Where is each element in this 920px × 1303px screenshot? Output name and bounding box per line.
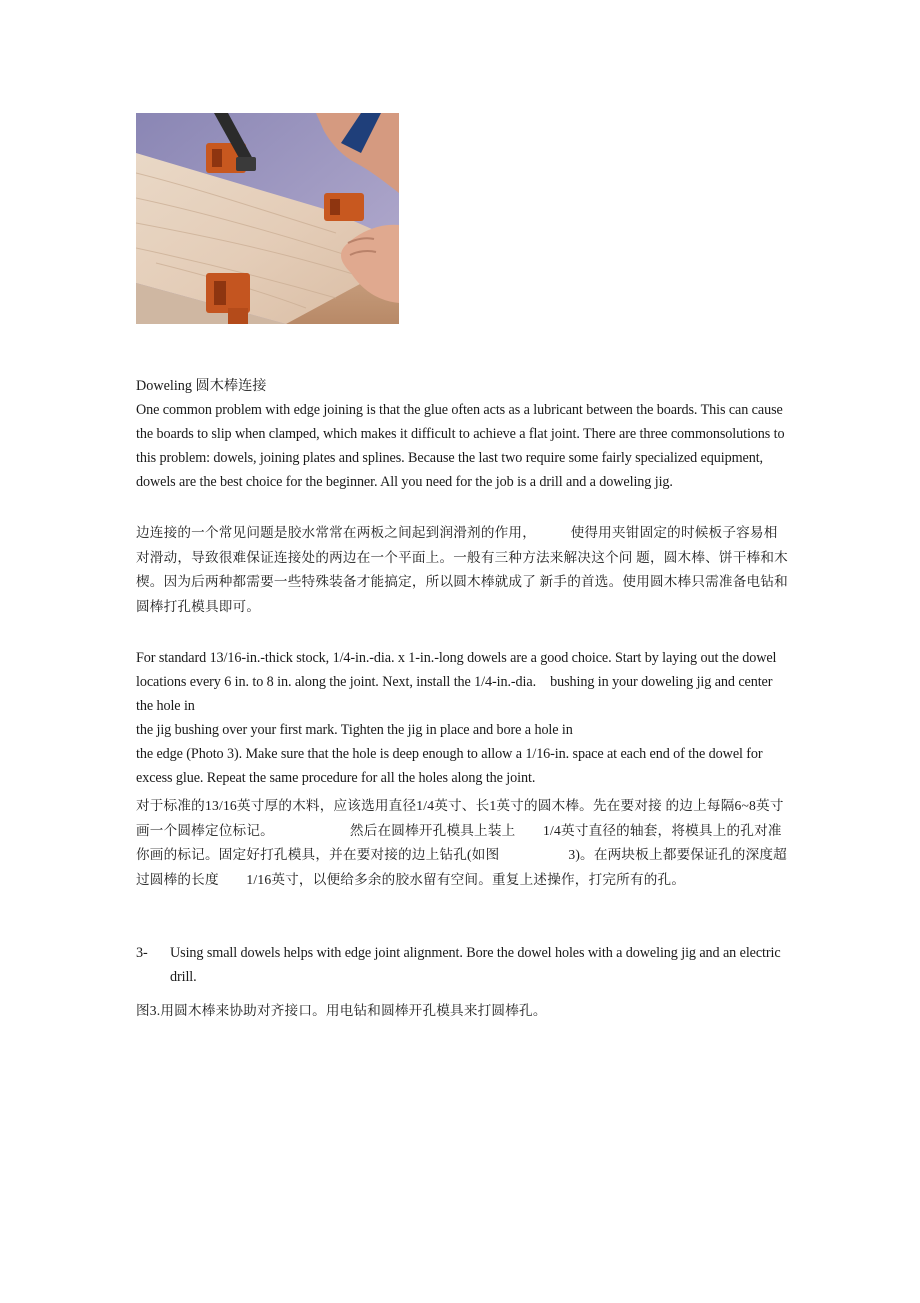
caption-chinese-block bbox=[136, 999, 788, 1024]
paragraph-2-chinese: 对于标准的13/16英寸厚的木料，应该选用直径1/4英寸、长1英寸的圆木棒。先在要对接 的边上每隔6~8英寸画一个圆棒定位标记。 然后在圆棒开孔模具上装上 1/4英寸直径的轴套，将模具上的孔对准你画的标记。固定好打孔模具，并在要对接的边上钻孔(如图 3)。在两块板上都要保证孔的深度超过圆棒的长度 1/16英寸，以便给多余的胶水留有空间。重复上述操作，打完所有的孔。 bbox=[136, 798, 787, 887]
paragraph-2-english-b: the jig bushing over your first mark. Tighten the jig in place and bore a hole in bbox=[136, 722, 573, 738]
paragraph-2-chinese-block bbox=[136, 794, 788, 892]
section-heading: Doweling 圆木棒连接 bbox=[136, 378, 267, 394]
paragraph-2-english-c: the edge (Photo 3). Make sure that the hole is deep enough to allow a 1/16-in. space at each end of the dowel for excess glue. Repeat the same procedure for all the holes along the joint. bbox=[136, 746, 763, 786]
section-block bbox=[136, 374, 788, 494]
paragraph-2-english-a: For standard 13/16-in.-thick stock, 1/4-in.-dia. x 1-in.-long dowels are a good choice. Start by laying out the dowel locations every 6 in. to 8 in. along the joint. Next, install the 1/4-in.-dia. bushing in your doweling jig and center the hole in bbox=[136, 650, 777, 714]
doweling-photo bbox=[136, 113, 399, 324]
caption-number: 3- bbox=[136, 945, 148, 961]
caption-block bbox=[136, 941, 788, 989]
paragraph-1-english: One common problem with edge joining is that the glue often acts as a lubricant between the boards. This can cause the boards to slip when clamped, which makes it difficult to achieve a flat joint. There are three commonsolutions to this problem: dowels, joining plates and splines. Because the last two require some fairly specialized equipment, dowels are the best choice for the beginner. All you need for the job is a drill and a doweling jig. bbox=[136, 402, 785, 490]
caption-english-row bbox=[136, 941, 788, 989]
caption-english: Using small dowels helps with edge joint alignment. Bore the dowel holes with a doweling jig and an electric drill. bbox=[170, 945, 781, 985]
paragraph-2-block bbox=[136, 646, 788, 790]
paragraph-1-chinese: 边连接的一个常见问题是胶水常常在两板之间起到润滑剂的作用， 使得用夹钳固定的时候板子容易相对滑动，导致很难保证连接处的两边在一个平面上。一般有三种方法来解决这个问 题，圆木棒、饼干棒和木楔。因为后两种都需要一些特殊装备才能搞定，所以圆木棒就成了 新手的首选。使用圆木棒只需准备电钻和圆棒打孔模具即可。 bbox=[136, 525, 788, 614]
caption-chinese: 图3.用圆木棒来协助对齐接口。用电钻和圆棒开孔模具来打圆棒孔。 bbox=[136, 1003, 547, 1018]
paragraph-1-chinese-block bbox=[136, 521, 788, 619]
